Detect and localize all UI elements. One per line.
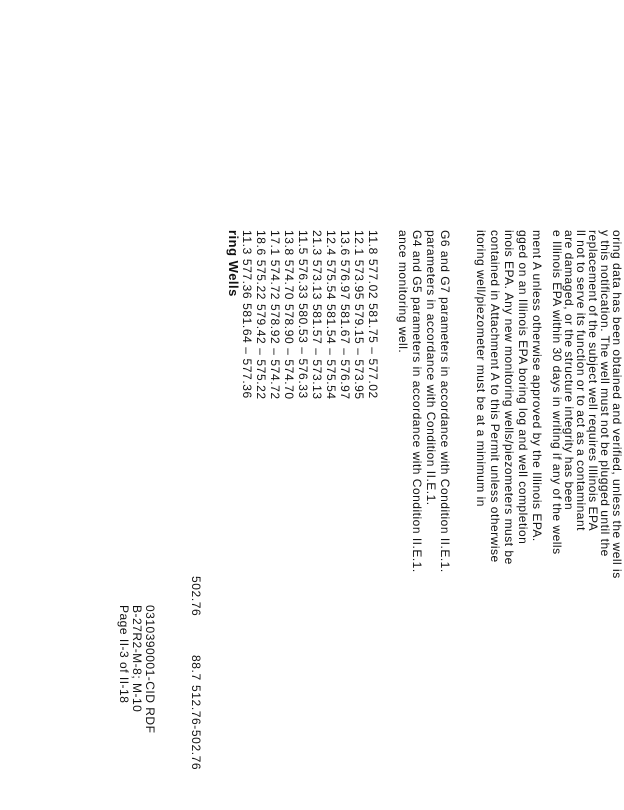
elevation-cell: 574.70 [282,259,296,301]
elevation-cell: 577.02 [366,258,380,300]
note-line: G6 and G7 parameters in accordance with Condition II.E.1. [438,230,452,573]
depth-cell: 13.8 [282,230,296,256]
table-row [352,230,366,810]
paragraph-line: inois EPA. Any new monitoring wells/piezometers must be [502,230,516,565]
range-cell: 578.90 – 574.70 [282,303,296,400]
background-value-3: 512.76-502.76 [189,685,203,771]
depth-cell: 11.8 [366,230,380,255]
range-cell: 581.54 – 575.54 [324,303,338,400]
elevation-cell: 575.54 [324,259,338,301]
background-value-2: 502.76 [189,576,203,617]
table-row [254,230,268,810]
paragraph-line: itoring well/piezometer must be at a minimum in [474,230,488,507]
paragraph-line: ment A unless otherwise approved by the Illinois EPA. [530,230,544,542]
paragraph-line: oring data has been obtained and verified, unless the well is [610,230,624,579]
background-value-1: 88.7 [189,655,203,681]
permit-log-numbers: B-27R2-M-8; M-10 [130,605,144,713]
table-row [310,230,324,810]
paragraph-line: contained in Attachment A to this Permit unless otherwise [488,230,502,563]
elevation-cell: 576.33 [296,258,310,300]
paragraph-line: ll not to serve its function or to act as a contaminant [574,230,588,531]
range-cell: 579.42 – 575.22 [254,303,268,400]
table-row [268,230,282,810]
range-cell: 579.15 – 573.95 [352,303,366,400]
depth-cell: 11.3 [240,230,254,255]
range-cell: 578.92 – 574.72 [268,303,282,400]
depth-cell: 12.1 [352,230,366,256]
note-line: G4 and G5 parameters in accordance with Condition II.E.1. [410,230,424,573]
elevation-cell: 573.95 [352,259,366,301]
range-cell: 581.75 – 577.02 [366,303,380,399]
table-row [296,230,310,810]
paragraph-line: replacement of the subject well requires Illinois EPA [586,230,600,532]
scanned-page [117,230,624,810]
depth-cell: 21.3 [310,230,324,256]
depth-cell: 13.6 [338,230,352,256]
range-cell: 580.53 – 576.33 [296,303,310,399]
paragraph-line: e Illinois EPA within 30 days in writing if any of the wells [550,230,564,555]
section-heading: ring Wells [226,230,241,297]
elevation-cell: 577.36 [240,258,254,300]
paragraph-line: gged on an Illinois EPA boring log and well completion [516,230,530,545]
elevation-cell: 575.22 [254,259,268,301]
range-cell: 581.57 – 573.13 [310,303,324,400]
range-cell: 581.67 – 576.97 [338,303,352,400]
paragraph-line: y this notification. The well must not be plugged until the [598,230,612,557]
depth-cell: 18.6 [254,230,268,256]
table-row [240,230,254,810]
depth-cell: 11.5 [296,230,310,255]
depth-cell: 12.4 [324,230,338,256]
table-row [282,230,296,810]
table-row [366,230,380,810]
elevation-cell: 573.13 [310,259,324,301]
elevation-cell: 576.97 [338,259,352,301]
range-cell: 581.64 – 577.36 [240,303,254,399]
permit-header [117,605,156,733]
note-line: parameters in accordance with Condition II.E.1. [424,230,438,506]
table-row [338,230,352,810]
note-line: ance monitoring well. [396,230,410,354]
table-row [324,230,338,810]
elevation-cell: 574.72 [268,259,282,301]
permit-number: 031039​0001-CID RDF [143,605,157,734]
page-number: Page II-3 of II-18 [117,605,131,704]
depth-cell: 17.1 [268,230,282,256]
paragraph-line: are damaged, or the structure integrity has been [562,230,576,511]
